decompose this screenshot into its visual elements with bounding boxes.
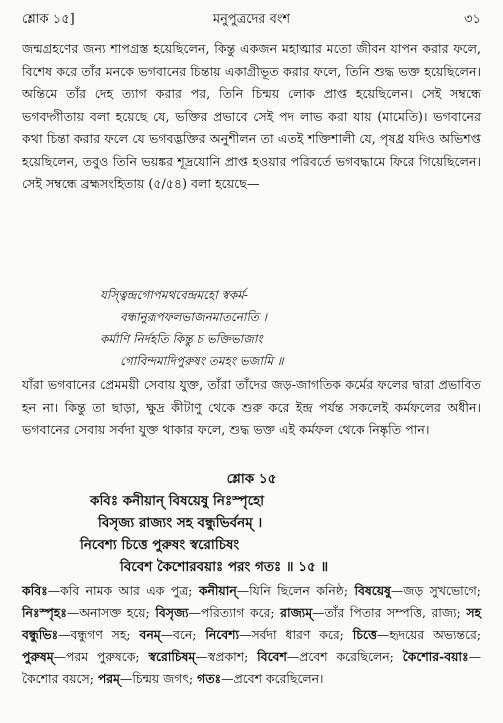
synonym-term: রাজ্যম্	[280, 605, 313, 620]
synonym-term: বিষয়েষু	[354, 583, 391, 598]
synonym-term: বনম্	[139, 627, 161, 642]
synonym-term: কবিঃ	[22, 583, 48, 598]
sloka-line: নিবেশ্য চিত্তে পুরুষং স্বরোচিষং	[80, 537, 240, 553]
sloka-line: বিবেশ কৈশোরবয়াঃ পরং গতঃ ॥ ১৫ ॥	[120, 559, 329, 575]
synonym-term: বিসৃজ্য	[155, 605, 189, 620]
synonym-entry	[22, 583, 199, 598]
page-number: ৩১	[464, 12, 481, 27]
synonym-entry	[199, 583, 355, 598]
synonym-term: কনীয়ান্	[198, 583, 237, 598]
synonym-entry	[22, 605, 155, 620]
synonyms-block	[22, 580, 481, 690]
synonym-meaning: —প্রবেশ করেছিলেন;	[286, 649, 403, 664]
synonym-meaning: —হৃদয়ের অভ্যন্তরে;	[376, 627, 482, 642]
synonym-entry	[257, 649, 403, 664]
synonym-term: নিঃস্পৃহঃ	[22, 605, 67, 620]
synonym-meaning: —কবি নামক আর এক পুত্র;	[47, 583, 199, 598]
synonym-meaning: —যিনি ছিলেন কনিষ্ঠ;	[236, 583, 355, 598]
synonym-term: পুরুষম্	[22, 649, 54, 664]
synonym-entry	[22, 649, 148, 664]
quote-line: গোবিন্দমাদিপুরুষং তমহং ভজামি ॥	[120, 354, 284, 368]
quote-line: যস্ত্বিন্দ্রগোপমথবেন্দ্রমহো স্বকর্ম-	[100, 288, 248, 302]
header-verse-ref: শ্লোক ১৫]	[22, 12, 75, 27]
sloka-line: বিসৃজ্য রাজ্যং সহ বন্ধুভির্বনম্ ।	[98, 515, 263, 531]
synonym-term: সহ বন্ধুভিঃ	[22, 605, 482, 642]
synonym-term: নিবেশ্য	[205, 627, 240, 642]
synonym-meaning: —প্রবেশ করেছিলেন।	[221, 671, 324, 686]
synonym-meaning: —বনে;	[160, 627, 206, 642]
synonym-meaning: —বন্ধুগণ সহ;	[58, 627, 140, 642]
synonym-entry	[197, 671, 323, 686]
synonym-meaning: —স্বপ্রকাশ;	[195, 649, 258, 664]
synonym-meaning: —অনাসক্ত হয়ে;	[66, 605, 156, 620]
sloka-heading: শ্লোক ১৫	[226, 471, 277, 487]
synonym-entry	[280, 605, 466, 620]
synonym-term: বিবেশ	[257, 649, 287, 664]
header-chapter-title: মনুপুত্রদের বংশ	[212, 12, 291, 27]
synonym-entry	[354, 583, 481, 598]
synonym-meaning: —জড় সুখভোগে;	[390, 583, 481, 598]
synonym-meaning: —পরিত্যাগ করে;	[188, 605, 281, 620]
synonym-entry	[155, 605, 280, 620]
synonym-term: গতঃ	[197, 671, 222, 686]
synonym-entry	[98, 671, 197, 686]
purport-paragraph-2: যাঁরা ভগবানের প্রেমময়ী সেবায় যুক্ত, তাঁরা তাঁদের জড়-জাগতিক কর্মের ফলের দ্বারা প্রভাবিত হন না। কিন্তু তা ছাড়া, ক্ষুদ্র কীটাণু থেকে শুরু করে ইন্দ্র পর্যন্ত সকলেই কর্মফলের অধীন। ভগবানের সেবায় সর্বদা যুক্ত থাকার ফলে, শুদ্ধ ভক্ত এই কর্মফল থেকে নিষ্কৃতি পান।	[22, 377, 481, 437]
synonym-term: চিত্তে	[352, 627, 377, 642]
synonym-term: কৈশোর-বয়াঃ	[402, 649, 469, 664]
synonym-meaning: —পরম পুরুষকে;	[53, 649, 149, 664]
synonym-term: পরম্	[97, 671, 120, 686]
synonym-entry	[139, 627, 205, 642]
synonym-meaning: —কৈশোর বয়সে;	[22, 649, 481, 686]
synonym-entry	[148, 649, 257, 664]
quote-line: কর্মাণি নির্দহতি কিন্তু চ ভক্তিভাজাং	[100, 332, 263, 346]
page-header	[22, 10, 481, 30]
quote-line: বন্ধানুরূপফলভাজনমাতনোতি ।	[120, 310, 267, 324]
sloka-text	[80, 490, 460, 578]
sloka-line: কবিঃ কনীয়ান্ বিষয়েষু নিঃস্পৃহো	[90, 493, 265, 509]
purport-paragraph-1: জন্মগ্রহণের জন্য শাপগ্রস্ত হয়েছিলেন, কিন্তু একজন মহাত্মার মতো জীবন যাপন করার ফলে, বিশেষ করে তাঁর মনকে ভগবানের চিন্তায় একাগ্রীভূত করার ফলে, তিনি শুদ্ধ ভক্ত হয়েছিলেন। অন্তিমে তাঁর দেহ ত্যাগ করার পর, তিনি চিন্ময় লোক প্রাপ্ত হয়েছিলেন। সেই সম্বন্ধে ভগবদ্গীতায় বলা হয়েছে যে, ভক্তির প্রভাবে সেই পদ লাভ করা যায় (মামেতি)। ভগবানের কথা চিন্তা করার ফলে যে ভগবদ্ভক্তির অনুশীলন তা এতই শক্তিশালী যে, পৃষধ্র যদিও অভিশপ্ত হয়েছিলেন, তবুও তিনি ভয়ঙ্কর শূদ্রযোনি প্রাপ্ত হওয়ার পরিবর্তে ভগবদ্ধামে ফিরে গিয়েছিলেন। সেই সম্বন্ধে ব্রহ্মসংহিতায় (৫/৫৪) বলা হয়েছে—	[22, 41, 481, 191]
brahma-samhita-quote	[100, 284, 480, 372]
synonym-meaning: —চিন্ময় জগৎ;	[119, 671, 198, 686]
synonym-meaning: —তাঁর পিতার সম্পত্তি, রাজ্য;	[312, 605, 467, 620]
synonym-meaning: —সর্বদা ধারণ করে;	[239, 627, 353, 642]
synonym-entry	[353, 627, 481, 642]
synonym-term: স্বরোচিষম্	[148, 649, 196, 664]
synonym-entry	[205, 627, 352, 642]
